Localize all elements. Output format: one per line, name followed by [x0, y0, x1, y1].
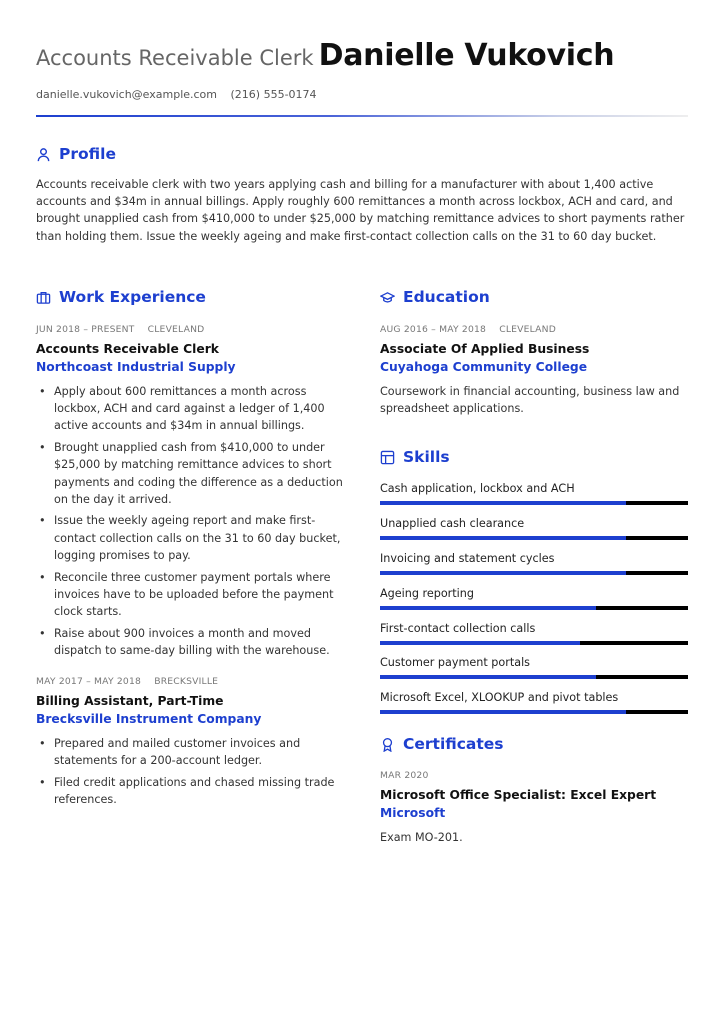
certificate-entry: [380, 770, 688, 846]
contact-line: [36, 88, 327, 101]
skill-level-bar: [380, 571, 688, 575]
work-experience-heading-label: Work Experience: [59, 288, 206, 306]
skill-item: [380, 656, 688, 679]
skill-level-fill: [380, 710, 626, 714]
profile-heading: [36, 145, 688, 163]
skill-level-fill: [380, 641, 580, 645]
education-heading-label: Education: [403, 288, 490, 306]
list-item: • Brought unapplied cash from $410,000 to under $25,000 by matching remittance advices to short payments and coding the difference as a deduction on the day it arrived.: [36, 439, 348, 508]
certificates-section: [380, 735, 688, 846]
skill-item: [380, 552, 688, 575]
resume-header: [36, 38, 688, 73]
list-item: • Reconcile three customer payment portals where invoices have to be uploaded before the payment clock starts.: [36, 569, 348, 621]
skill-item: [380, 587, 688, 610]
education-description: Coursework in financial accounting, business law and spreadsheet applications.: [380, 385, 680, 416]
degree: Associate Of Applied Business: [380, 342, 590, 356]
skill-level-fill: [380, 606, 596, 610]
job-entry: [36, 324, 348, 659]
skill-item: [380, 691, 688, 714]
briefcase-icon: [36, 290, 51, 305]
education-dates: AUG 2016 – MAY 2018: [380, 324, 487, 335]
skill-level-bar: [380, 710, 688, 714]
job-location: CLEVELAND: [147, 324, 205, 335]
certificate-date: MAR 2020: [380, 770, 429, 782]
email[interactable]: danielle.vukovich@example.com: [36, 88, 218, 101]
job-role: Billing Assistant, Part-Time: [36, 694, 224, 709]
list-item: • Prepared and mailed customer invoices and statements for a 200-account ledger.: [36, 735, 348, 769]
skills-list: [380, 482, 688, 714]
certificates-heading: [380, 735, 688, 753]
certificate-issuer: Microsoft: [380, 806, 446, 821]
skills-heading: [380, 448, 688, 466]
skill-name: Invoicing and statement cycles: [380, 552, 555, 565]
skill-name: Cash application, lockbox and ACH: [380, 482, 575, 496]
full-name: Danielle Vukovich: [318, 38, 615, 73]
skill-level-fill: [380, 675, 596, 679]
certificates-heading-label: Certificates: [403, 735, 504, 754]
certificate-title: Microsoft Office Specialist: Excel Expert: [380, 788, 657, 803]
skill-level-bar: [380, 501, 688, 505]
education-entry: [380, 324, 688, 417]
skill-item: [380, 622, 688, 645]
layout-icon: [380, 450, 395, 465]
skill-level-fill: [380, 571, 626, 575]
skill-level-bar: [380, 606, 688, 610]
job-location: BRECKSVILLE: [154, 676, 219, 688]
skill-name: First-contact collection calls: [380, 621, 536, 635]
profile-section: [36, 145, 688, 245]
right-column: [380, 288, 688, 846]
education-heading: [380, 288, 688, 306]
phone[interactable]: (216) 555-0174: [230, 88, 317, 101]
skill-name: Customer payment portals: [380, 656, 531, 670]
education-location: CLEVELAND: [499, 324, 556, 335]
job-title: Accounts Receivable Clerk: [36, 46, 314, 70]
job-meta: [36, 324, 348, 335]
skill-item: [380, 517, 688, 540]
job-bullets: [36, 735, 348, 808]
skill-level-bar: [380, 675, 688, 679]
school: Cuyahoga Community College: [380, 360, 588, 374]
list-item: • Filed credit applications and chased missing trade references.: [36, 774, 348, 808]
job-entry: [36, 676, 348, 808]
job-bullets: [36, 383, 348, 659]
list-item: • Raise about 900 invoices a month and moved dispatch to same-day billing with the warehouse.: [36, 625, 348, 659]
skill-name: Unapplied cash clearance: [380, 517, 525, 531]
job-meta: [36, 676, 348, 687]
header-divider: [36, 115, 688, 117]
profile-heading-label: Profile: [59, 145, 116, 163]
job-role: Accounts Receivable Clerk: [36, 342, 219, 356]
list-item: • Issue the weekly ageing report and make first-contact collection calls on the 31 to 60 day bucket, logging promises to pay.: [36, 512, 348, 564]
certificate-note: Exam MO-201.: [380, 831, 463, 845]
award-icon: [380, 737, 395, 752]
work-experience-heading: [36, 288, 348, 306]
education-meta: [380, 324, 688, 335]
profile-summary: Accounts receivable clerk with two years applying cash and billing for a manufacturer with about 1,400 active accounts and $34m in annual billings. Apply roughly 600 remittances a month across lockbox, ACH and card, and brought unapplied cash from $410,000 to under $25,000 by matching remittance advices to short payments rather than holding them. Issue the weekly ageing and make first-contact collection calls on the 31 to 60 day bucket.: [36, 178, 685, 243]
job-company: Brecksville Instrument Company: [36, 712, 262, 727]
list-item: • Apply about 600 remittances a month across lockbox, ACH and card against a ledger of 1,400 active accounts and $34m in annual billings.: [36, 383, 348, 435]
skill-level-fill: [380, 536, 626, 540]
skills-section: [380, 448, 688, 714]
skills-heading-label: Skills: [403, 448, 450, 467]
skill-name: Ageing reporting: [380, 586, 474, 600]
work-experience-section: [36, 288, 348, 813]
skill-level-bar: [380, 536, 688, 540]
skill-name: Microsoft Excel, XLOOKUP and pivot tables: [380, 691, 619, 705]
job-dates: MAY 2017 – MAY 2018: [36, 676, 142, 688]
user-icon: [36, 147, 51, 162]
job-dates: JUN 2018 – PRESENT: [36, 324, 135, 335]
education-section: [380, 288, 688, 417]
graduation-cap-icon: [380, 290, 395, 305]
skill-level-bar: [380, 641, 688, 645]
job-company: Northcoast Industrial Supply: [36, 360, 236, 374]
resume-page: [36, 0, 688, 1024]
skill-item: [380, 482, 688, 505]
skill-level-fill: [380, 501, 626, 505]
